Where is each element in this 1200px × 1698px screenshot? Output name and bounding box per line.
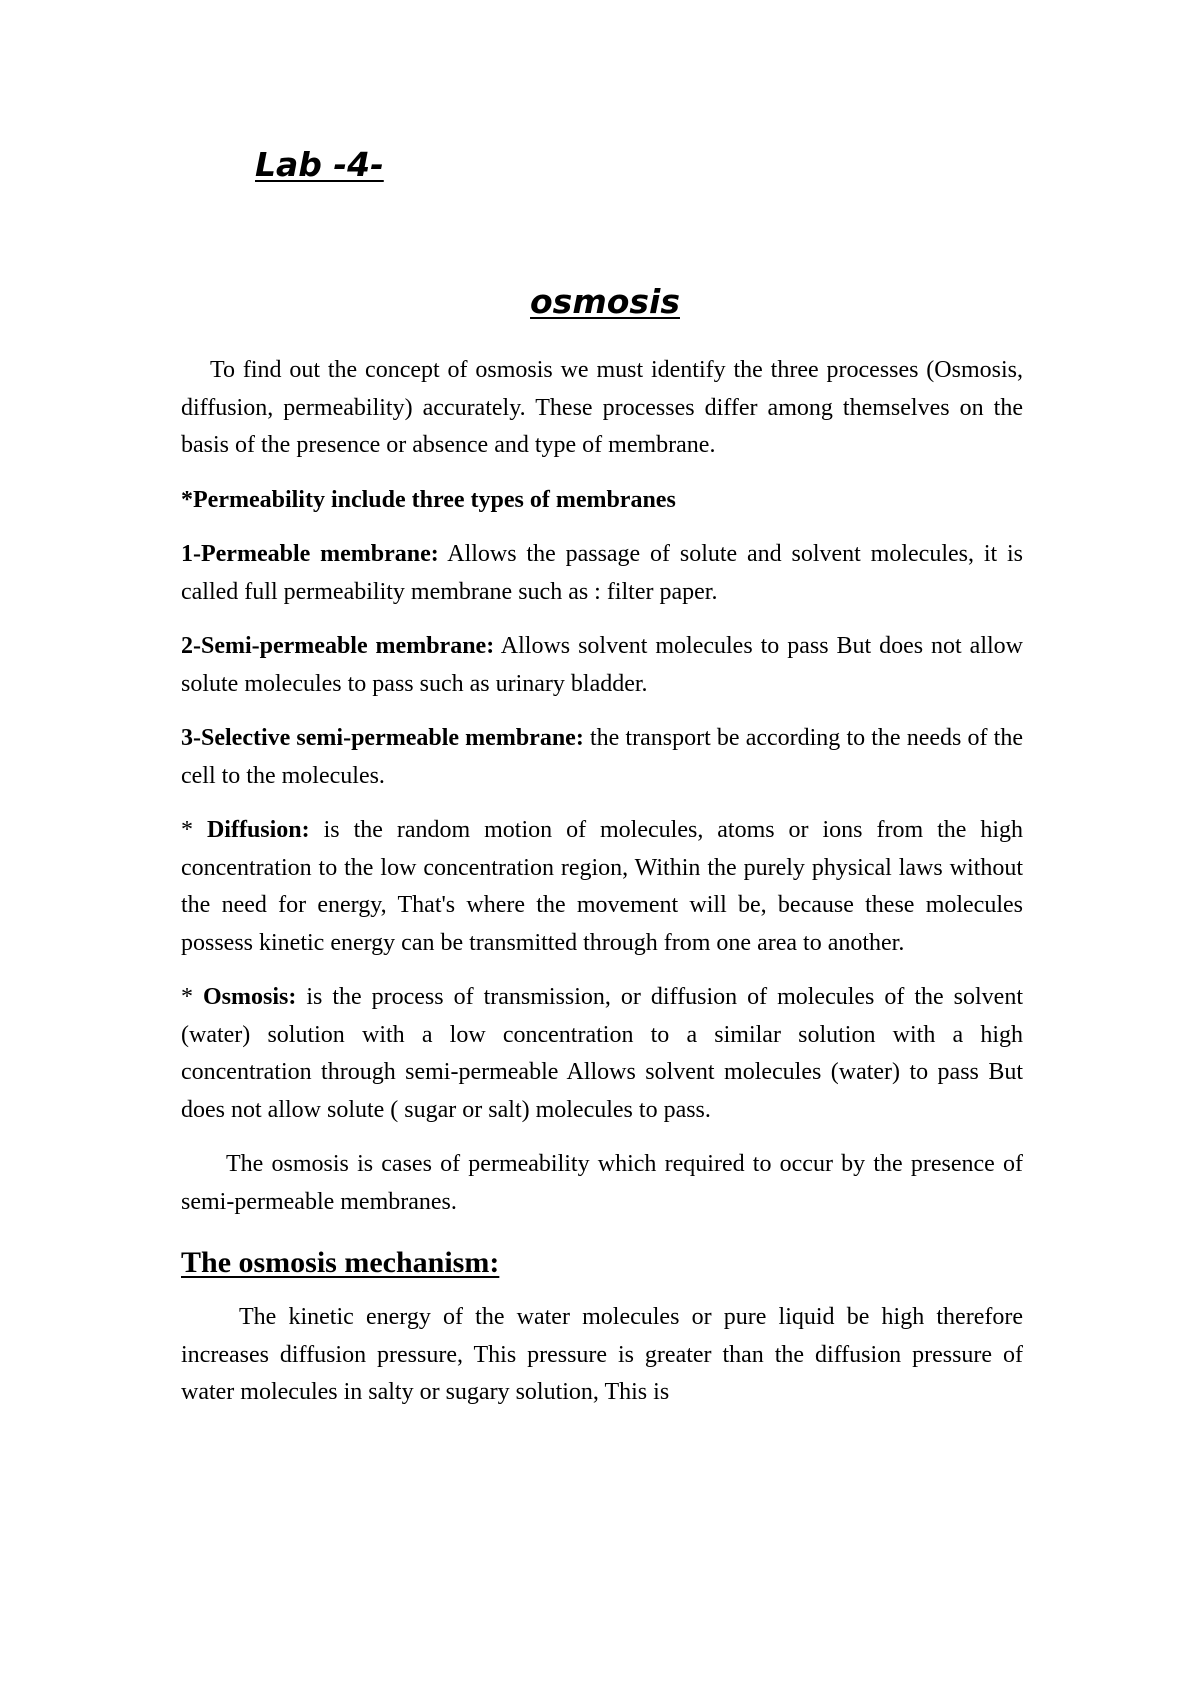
document-body <box>181 352 1023 1429</box>
mechanism-heading: The osmosis mechanism: <box>181 1246 500 1279</box>
membrane-item-selective <box>181 720 1023 795</box>
intro-paragraph: To find out the concept of osmosis we must identify the three processes (Osmosis, diffusion, permeability) accurately. These processes differ among themselves on the basis of the presence or absence and type of membrane. <box>181 357 1023 458</box>
membrane-term: 1-Permeable membrane: <box>181 541 439 567</box>
membrane-term: 3-Selective semi-permeable membrane: <box>181 725 584 751</box>
membrane-item-semi-permeable <box>181 628 1023 703</box>
mechanism-paragraph: The kinetic energy of the water molecules or pure liquid be high therefore increases diffusion pressure, This pressure is greater than the diffusion pressure of water molecules in salty or sugary solution, This is <box>181 1304 1023 1405</box>
diffusion-definition: is the random motion of molecules, atoms or ions from the high concentration to the low concentration region, Within the purely physical laws without the need for energy, That's where the movement will be, because these molecules possess kinetic energy can be transmitted through from one area to another. <box>181 817 1024 956</box>
membrane-term: 2-Semi-permeable membrane: <box>181 633 495 659</box>
diffusion-term: Diffusion: <box>206 817 310 843</box>
lab-title: Lab -4- <box>255 145 384 184</box>
bullet-asterisk: * <box>181 817 207 843</box>
topic-title-text: osmosis <box>530 282 680 321</box>
membrane-description: the transport be according to the needs of the cell to the molecules. <box>181 725 1023 789</box>
membrane-description: Allows the passage of solute and solvent molecules, it is called full permeability membrane such as : filter paper. <box>181 541 1023 605</box>
bullet-asterisk: * <box>181 984 203 1010</box>
topic-title <box>0 282 1200 321</box>
membrane-item-permeable <box>181 536 1023 611</box>
osmosis-definition: is the process of transmission, or diffusion of molecules of the solvent (water) solution with a low concentration to a similar solution with a high concentration through semi-permeable Allows solvent molecules (water) to pass But does not allow solute ( sugar or salt) molecules to pass. <box>181 984 1023 1123</box>
osmosis-paragraph <box>181 979 1023 1129</box>
permeability-heading: *Permeability include three types of membranes <box>181 486 676 513</box>
membrane-description: Allows solvent molecules to pass But does not allow solute molecules to pass such as urinary bladder. <box>181 633 1023 697</box>
osmosis-note: The osmosis is cases of permeability which required to occur by the presence of semi-permeable membranes. <box>181 1151 1023 1215</box>
diffusion-paragraph <box>181 812 1023 962</box>
osmosis-term: Osmosis: <box>203 984 297 1010</box>
